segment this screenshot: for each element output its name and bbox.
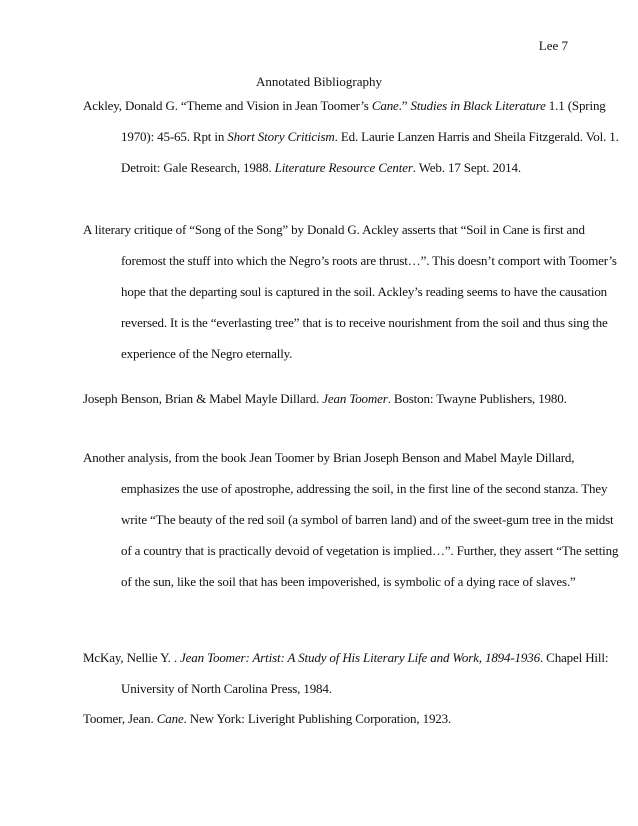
citation-mckay: McKay, Nellie Y. . Jean Toomer: Artist: A Study of His Literary Life and Work, 1894-1936. Chapel Hill: University of North Carolina Press, 1984.: [83, 650, 609, 696]
annotation-ackley: A literary critique of “Song of the Song” by Donald G. Ackley asserts that “Soil in Cane is first and foremost the stuff into which the Negro’s roots are thrust…”. This doesn’t comport with Toomer’s hope that the departing soul is captured in the soil. Ackley’s reading seems to have the causation reversed. It is the “everlasting tree” that is to receive nourishment from the soil and thus sing the experience of the Negro eternally.: [83, 222, 617, 361]
citation-benson-dillard: Joseph Benson, Brian & Mabel Mayle Dillard. Jean Toomer. Boston: Twayne Publishers, 1980.: [83, 391, 567, 406]
annotation-benson-dillard: Another analysis, from the book Jean Toomer by Brian Joseph Benson and Mabel Mayle Dillard, emphasizes the use of apostrophe, addressing the soil, in the first line of the second stanza. They write “The beauty of the red soil (a symbol of barren land) and of the sweet-gum tree in the midst of a country that is practically devoid of vegetation is implied…”. Further, they assert “The setting of the sun, like the soil that has been impoverished, is symbolic of a dying race of slaves.”: [83, 450, 619, 589]
citation-toomer: Toomer, Jean. Cane. New York: Liveright Publishing Corporation, 1923.: [83, 711, 452, 726]
citation-ackley: Ackley, Donald G. “Theme and Vision in Jean Toomer’s Cane.” Studies in Black Literature 1.1 (Spring 1970): 45-65. Rpt in Short Story Criticism. Ed. Laurie Lanzen Harris and Sheila Fitzgerald. Vol. 1. Detroit: Gale Research, 1988. Literature Resource Center. Web. 17 Sept. 2014.: [83, 98, 619, 175]
page-title: Annotated Bibliography: [255, 74, 382, 89]
page-header: Lee 7: [538, 38, 568, 53]
